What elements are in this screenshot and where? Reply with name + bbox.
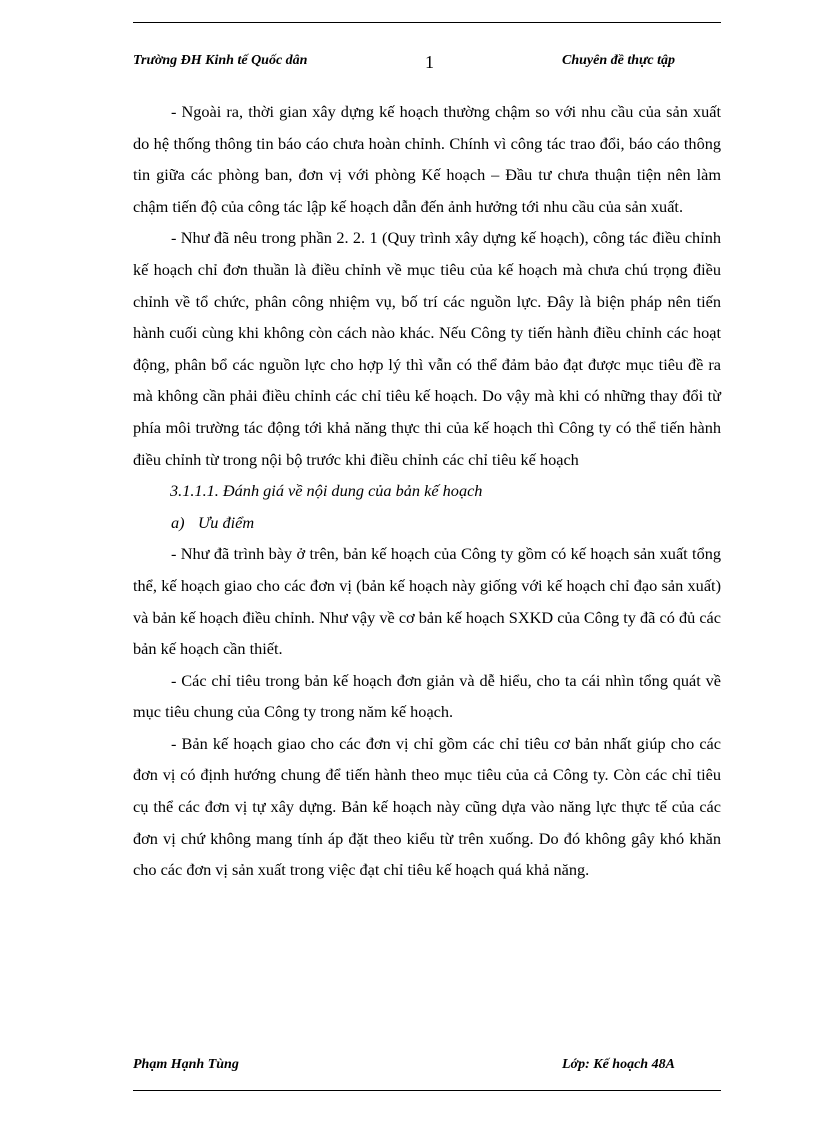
- section-heading: 3.1.1.1. Đánh giá về nội dung của bản kế hoạch: [170, 481, 483, 501]
- subsection-heading: [133, 507, 721, 539]
- page-number: 1: [425, 52, 434, 72]
- paragraph-3: - Như đã trình bày ở trên, bản kế hoạch của Công ty gồm có kế hoạch sản xuất tổng thể, kế hoạch giao cho các đơn vị (bản kế hoạch này giống với kế hoạch chỉ đạo sản xuất) và bản kế hoạch điều chỉnh. Như vậy về cơ bản kế hoạch SXKD của Công ty đã có đủ các bản kế hoạch cần thiết.: [133, 544, 721, 659]
- paragraph-4: - Các chỉ tiêu trong bản kế hoạch đơn giản và dễ hiểu, cho ta cái nhìn tổng quát về mục tiêu chung của Công ty trong năm kế hoạch.: [133, 670, 721, 722]
- footer-class: Lớp: Kế hoạch 48A: [562, 1057, 675, 1072]
- header-rule: [133, 22, 721, 23]
- footer-rule: [133, 1090, 721, 1091]
- header-school: Trường ĐH Kinh tế Quốc dân: [133, 53, 308, 68]
- header-doc-type: Chuyên đề thực tập: [562, 53, 676, 68]
- document-body: [133, 96, 721, 886]
- paragraph-2: - Như đã nêu trong phần 2. 2. 1 (Quy trình xây dựng kế hoạch), công tác điều chỉnh kế hoạch chỉ đơn thuần là điều chỉnh về mục tiêu của kế hoạch mà chưa chú trọng điều chỉnh về tổ chức, phân công nhiệm vụ, bố trí các nguồn lực. Đây là biện pháp nên tiến hành cuối cùng khi không còn cách nào khác. Nếu Công ty tiến hành điều chỉnh các hoạt động, phân bổ các nguồn lực cho hợp lý thì vẫn có thể đảm bảo đạt được mục tiêu đề ra mà không cần phải điều chỉnh các chỉ tiêu kế hoạch. Do vậy mà khi có những thay đổi từ phía môi trường tác động tới khả năng thực thi của kế hoạch thì Công ty có thể tiến hành điều chỉnh từ trong nội bộ trước khi điều chỉnh các chỉ tiêu kế hoạch: [133, 228, 721, 469]
- subsection-label: a): [171, 512, 185, 532]
- paragraph-1: - Ngoài ra, thời gian xây dựng kế hoạch thường chậm so với nhu cầu của sản xuất do hệ thống thông tin báo cáo chưa hoàn chỉnh. Chính vì công tác trao đổi, báo cáo thông tin giữa các phòng ban, đơn vị với phòng Kế hoạch – Đầu tư chưa thuận tiện nên làm chậm tiến độ của công tác lập kế hoạch dẫn đến ảnh hưởng tới nhu cầu của sản xuất.: [133, 102, 721, 216]
- subsection-title: Ưu điểm: [198, 512, 255, 532]
- footer-author: Phạm Hạnh Tùng: [133, 1057, 239, 1072]
- paragraph-5: - Bản kế hoạch giao cho các đơn vị chỉ gồm các chỉ tiêu cơ bản nhất giúp cho các đơn vị có định hướng chung để tiến hành theo mục tiêu của cả Công ty. Còn các chỉ tiêu cụ thể các đơn vị tự xây dựng. Bản kế hoạch này cũng dựa vào năng lực thực tế của các đơn vị chứ không mang tính áp đặt theo kiểu từ trên xuống. Do đó không gây khó khăn cho các đơn vị sản xuất trong việc đạt chỉ tiêu kế hoạch quá khả năng.: [133, 733, 721, 880]
